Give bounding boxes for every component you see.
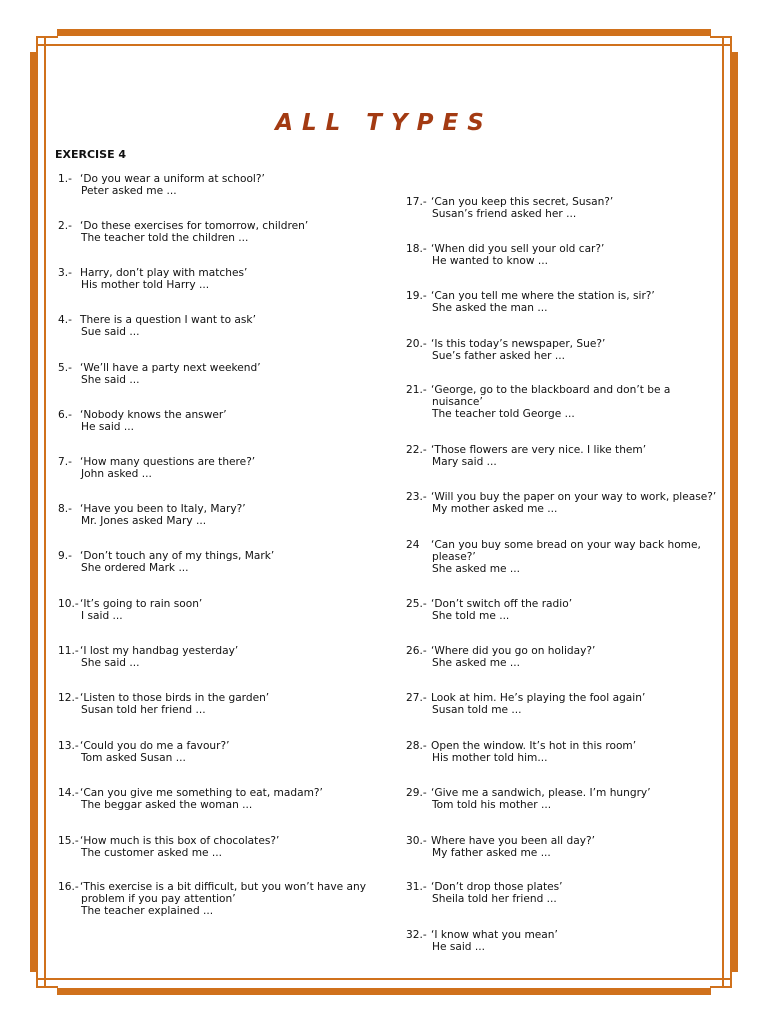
item-number: 9.-: [58, 550, 72, 562]
exercise-item: [58, 740, 230, 764]
item-reporting-clause: The teacher told George ...: [432, 408, 575, 420]
item-reporting-clause: Susan told her friend ...: [81, 704, 206, 716]
item-reporting-clause: The customer asked me ...: [81, 847, 223, 859]
exercise-item: [58, 645, 238, 669]
item-prompt: ‘Give me a sandwich, please. I’m hungry’: [431, 787, 651, 799]
corner-bl-h: [36, 986, 58, 988]
item-prompt: ‘How much is this box of chocolates?’: [80, 835, 280, 847]
item-reporting-clause: Susan told me ...: [432, 704, 522, 716]
item-number: 2.-: [58, 220, 72, 232]
exercise-item: [406, 243, 604, 267]
item-prompt: ‘How many questions are there?’: [80, 456, 256, 468]
item-number: 4.-: [58, 314, 72, 326]
item-reporting-clause: Mary said ...: [432, 456, 497, 468]
item-reporting-clause: My father asked me ...: [432, 847, 551, 859]
corner-tl-h: [36, 36, 58, 38]
item-reporting-clause: She asked the man ...: [432, 302, 548, 314]
exercise-item: [406, 539, 701, 575]
item-reporting-clause: Sue’s father asked her ...: [432, 350, 565, 362]
corner-tr-h: [710, 36, 732, 38]
item-prompt: ‘It’s going to rain soon’: [80, 598, 203, 610]
exercise-item: [58, 550, 274, 574]
item-number: 16.-: [58, 881, 79, 893]
item-number: 8.-: [58, 503, 72, 515]
item-prompt-continued: problem if you pay attention’: [81, 893, 236, 905]
item-prompt: ‘George, go to the blackboard and don’t be a: [431, 384, 671, 396]
exercise-item: [406, 444, 646, 468]
item-prompt: Open the window. It’s hot in this room’: [431, 740, 637, 752]
item-prompt: Harry, don’t play with matches’: [80, 267, 248, 279]
item-number: 30.-: [406, 835, 427, 847]
item-reporting-clause: His mother told him...: [432, 752, 548, 764]
item-reporting-clause: He said ...: [81, 421, 134, 433]
item-number: 23.-: [406, 491, 427, 503]
exercise-item: [406, 384, 670, 420]
item-reporting-clause: I said ...: [81, 610, 123, 622]
item-prompt: ‘Those flowers are very nice. I like them’: [431, 444, 647, 456]
item-number: 27.-: [406, 692, 427, 704]
exercise-item: [406, 929, 558, 953]
exercise-item: [58, 267, 247, 291]
exercise-item: [58, 881, 366, 917]
border-inner-left: [44, 36, 46, 988]
item-reporting-clause: The teacher told the children ...: [81, 232, 249, 244]
item-reporting-clause: She ordered Mark ...: [81, 562, 189, 574]
exercise-item: [406, 692, 645, 716]
item-number: 18.-: [406, 243, 427, 255]
exercise-item: [406, 196, 613, 220]
item-number: 11.-: [58, 645, 79, 657]
item-reporting-clause: My mother asked me ...: [432, 503, 558, 515]
item-reporting-clause: She asked me ...: [432, 563, 521, 575]
exercise-item: [406, 881, 563, 905]
item-number: 29.-: [406, 787, 427, 799]
item-number: 31.-: [406, 881, 427, 893]
corner-tl-v: [36, 36, 38, 54]
exercise-item: [58, 409, 227, 433]
item-reporting-clause: Sue said ...: [81, 326, 140, 338]
item-prompt: ‘Where did you go on holiday?’: [431, 645, 596, 657]
item-reporting-clause: He said ...: [432, 941, 485, 953]
item-prompt: ‘Don’t touch any of my things, Mark’: [80, 550, 275, 562]
item-reporting-clause: Tom told his mother ...: [432, 799, 552, 811]
item-prompt: ‘Can you keep this secret, Susan?’: [431, 196, 614, 208]
item-prompt: ‘We’ll have a party next weekend’: [80, 362, 261, 374]
item-prompt: ‘Do you wear a uniform at school?’: [80, 173, 265, 185]
item-prompt: ‘Nobody knows the answer’: [80, 409, 227, 421]
exercise-item: [406, 740, 636, 764]
item-reporting-clause: Sheila told her friend ...: [432, 893, 557, 905]
corner-br-v: [730, 970, 732, 988]
item-number: 21.-: [406, 384, 427, 396]
item-reporting-clause: Peter asked me ...: [81, 185, 177, 197]
item-prompt: ‘Listen to those birds in the garden’: [80, 692, 270, 704]
exercise-label: EXERCISE 4: [55, 148, 127, 161]
item-number: 10.-: [58, 598, 79, 610]
exercise-item: [58, 220, 308, 244]
item-prompt: ‘Don’t switch off the radio’: [431, 598, 573, 610]
item-prompt: ‘Could you do me a favour?’: [80, 740, 230, 752]
item-number: 26.-: [406, 645, 427, 657]
item-prompt-continued: nuisance’: [432, 396, 483, 408]
corner-tr-v: [730, 36, 732, 54]
item-number: 28.-: [406, 740, 427, 752]
border-inner-right: [722, 36, 724, 988]
item-prompt: ‘Do these exercises for tomorrow, children’: [80, 220, 309, 232]
item-reporting-clause: John asked ...: [81, 468, 152, 480]
item-number: 1.-: [58, 173, 72, 185]
item-number: 20.-: [406, 338, 427, 350]
exercise-item: [58, 503, 246, 527]
exercise-item: [58, 835, 279, 859]
item-prompt: ‘I know what you mean’: [431, 929, 558, 941]
item-number: 17.-: [406, 196, 427, 208]
border-right: [730, 52, 738, 972]
item-number: 3.-: [58, 267, 72, 279]
page-title: ALL TYPES: [275, 110, 493, 136]
item-prompt: ‘Can you give me something to eat, madam?’: [80, 787, 323, 799]
item-reporting-clause: The beggar asked the woman ...: [81, 799, 253, 811]
item-prompt: ‘Don’t drop those plates’: [431, 881, 563, 893]
item-number: 5.-: [58, 362, 72, 374]
item-number: 14.-: [58, 787, 79, 799]
item-prompt-continued: please?’: [432, 551, 476, 563]
item-number: 19.-: [406, 290, 427, 302]
border-top: [57, 29, 711, 36]
item-reporting-clause: Mr. Jones asked Mary ...: [81, 515, 207, 527]
item-reporting-clause: She said ...: [81, 374, 140, 386]
border-inner-bottom: [38, 978, 730, 980]
item-prompt: ‘Have you been to Italy, Mary?’: [80, 503, 246, 515]
item-reporting-clause: She asked me ...: [432, 657, 521, 669]
item-number: 24: [406, 539, 420, 551]
exercise-item: [58, 314, 256, 338]
item-number: 25.-: [406, 598, 427, 610]
exercise-item: [406, 290, 655, 314]
item-reporting-clause: His mother told Harry ...: [81, 279, 210, 291]
item-prompt: ‘This exercise is a bit difficult, but you won’t have any: [80, 881, 367, 893]
exercise-item: [406, 491, 716, 515]
item-prompt: ‘Can you buy some bread on your way back home,: [431, 539, 701, 551]
item-reporting-clause: The teacher explained ...: [81, 905, 214, 917]
item-reporting-clause: She told me ...: [432, 610, 510, 622]
item-prompt: ‘Is this today’s newspaper, Sue?’: [431, 338, 606, 350]
item-number: 6.-: [58, 409, 72, 421]
exercise-item: [406, 598, 572, 622]
exercise-item: [406, 787, 651, 811]
exercise-item: [58, 692, 269, 716]
exercise-item: [58, 456, 255, 480]
exercise-item: [58, 598, 202, 622]
exercise-item: [58, 362, 261, 386]
border-left: [30, 52, 38, 972]
exercise-item: [406, 645, 595, 669]
item-number: 22.-: [406, 444, 427, 456]
border-inner-top: [38, 44, 730, 46]
item-number: 12.-: [58, 692, 79, 704]
item-prompt: There is a question I want to ask’: [80, 314, 256, 326]
item-reporting-clause: He wanted to know ...: [432, 255, 548, 267]
exercise-item: [58, 787, 323, 811]
item-prompt: ‘Will you buy the paper on your way to work, please?’: [431, 491, 717, 503]
item-prompt: Where have you been all day?’: [431, 835, 595, 847]
item-number: 7.-: [58, 456, 72, 468]
item-prompt: ‘Can you tell me where the station is, sir?’: [431, 290, 655, 302]
item-reporting-clause: Susan’s friend asked her ...: [432, 208, 577, 220]
border-bottom: [57, 988, 711, 995]
item-number: 13.-: [58, 740, 79, 752]
corner-bl-v: [36, 970, 38, 988]
exercise-item: [58, 173, 265, 197]
corner-br-h: [710, 986, 732, 988]
item-reporting-clause: She said ...: [81, 657, 140, 669]
item-prompt: ‘I lost my handbag yesterday’: [80, 645, 239, 657]
item-prompt: Look at him. He’s playing the fool again’: [431, 692, 646, 704]
exercise-item: [406, 835, 595, 859]
item-number: 32.-: [406, 929, 427, 941]
item-number: 15.-: [58, 835, 79, 847]
item-prompt: ‘When did you sell your old car?’: [431, 243, 605, 255]
exercise-item: [406, 338, 605, 362]
item-reporting-clause: Tom asked Susan ...: [81, 752, 186, 764]
